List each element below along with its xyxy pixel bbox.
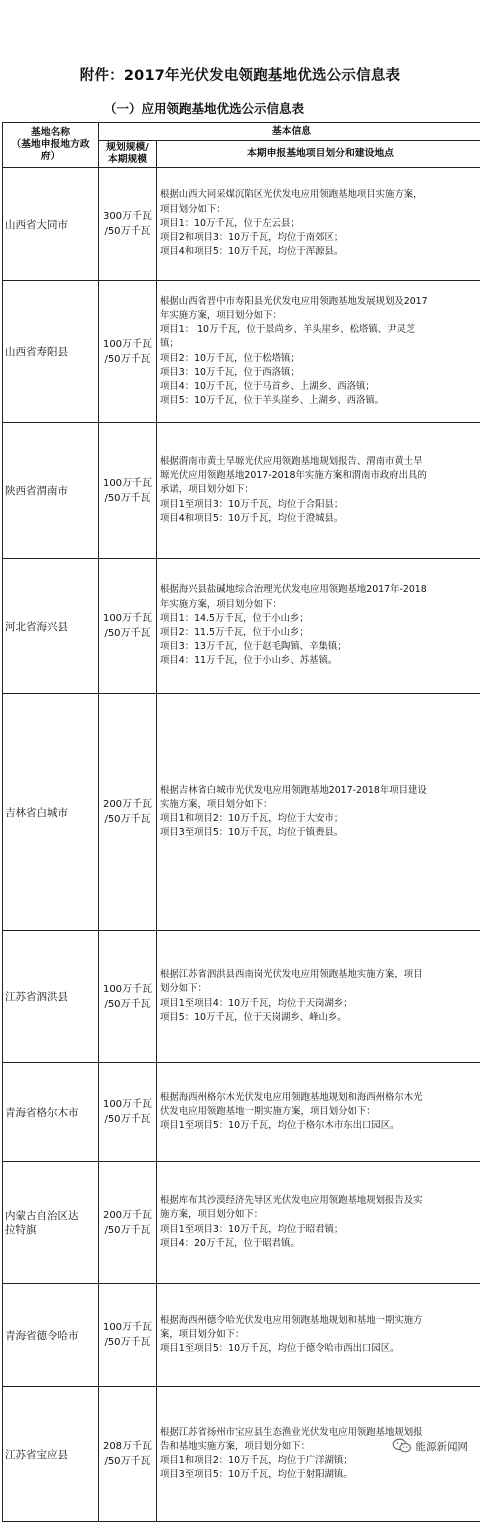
table-row [3,168,480,281]
info-table [2,122,480,1522]
header-project-division: 本期申报基地项目划分和建设地点 [157,141,480,168]
scale-cell: 200万千瓦 /50万千瓦 [99,1162,157,1284]
table-row [3,1162,480,1284]
header-basic-info: 基本信息 [99,123,480,141]
scale-cell: 100万千瓦 /50万千瓦 [99,423,157,559]
scale-cell: 100万千瓦 /50万千瓦 [99,1063,157,1162]
project-info-cell: 根据海西州德令哈光伏发电应用领跑基地规划和基地一期实施方 案，项目划分如下： 项目1至项目5：10万千瓦，均位于德令哈市西出口园区。 [157,1284,480,1387]
region-cell: 山西省寿阳县 [3,281,99,423]
project-info-cell: 根据海西州格尔木光伏发电应用领跑基地规划和海西州格尔木光 伏发电应用领跑基地一期实施方案，项目划分如下： 项目1至项目5：10万千瓦，均位于格尔木市东出口园区。 [157,1063,480,1162]
source-watermark [392,1438,469,1454]
project-info-cell: 根据山西大同采煤沉陷区光伏发电应用领跑基地项目实施方案， 项目划分如下： 项目1：10万千瓦，位于左云县； 项目2和项目3：10万千瓦，均位于南郊区； 项目4和项目5：10万千瓦，均位于浑源县。 [157,168,480,281]
region-cell: 陕西省渭南市 [3,423,99,559]
project-info-cell: 根据江苏省扬州市宝应县生态渔业光伏发电应用领跑基地规划报 告和基地实施方案，项目划分如下： 项目1和项目2：10万千瓦，均位于广洋湖镇； 项目3至项目5：10万千瓦，均位于射阳湖镇。 [157,1387,480,1522]
project-info-cell: 根据渭南市黄土旱塬光伏应用领跑基地规划报告、渭南市黄土旱 塬光伏应用领跑基地2017-2018年实施方案和渭南市政府出具的 承诺，项目划分如下： 项目1至项目3：10万千瓦，均位于合阳县； 项目4和项目5：10万千瓦，均位于澄城县。 [157,423,480,559]
project-info-cell: 根据山西省晋中市寿阳县光伏发电应用领跑基地发展规划及2017 年实施方案，项目划分如下： 项目1： 10万千瓦，位于景尚乡、羊头崖乡、松塔镇、尹灵芝 镇； 项目2：10万千瓦，位于松塔镇； 项目3：10万千瓦，位于西洛镇； 项目4：10万千瓦，位于马首乡、上湖乡、西洛镇； 项目5：10万千瓦，位于羊头崖乡、上湖乡、西洛镇。 [157,281,480,423]
region-cell: 河北省海兴县 [3,559,99,694]
table-row [3,694,480,931]
wechat-icon [392,1438,412,1454]
project-info-cell: 根据吉林省白城市光伏发电应用领跑基地2017-2018年项目建设 实施方案，项目划分如下： 项目1和项目2：10万千瓦，均位于大安市； 项目3至项目5：10万千瓦，均位于镇赉县。 [157,694,480,931]
scale-cell: 200万千瓦 /50万千瓦 [99,694,157,931]
scale-cell: 100万千瓦 /50万千瓦 [99,1284,157,1387]
scale-cell: 100万千瓦 /50万千瓦 [99,559,157,694]
region-cell: 江苏省宝应县 [3,1387,99,1522]
region-cell: 山西省大同市 [3,168,99,281]
scale-cell: 100万千瓦 /50万千瓦 [99,931,157,1063]
table-row [3,931,480,1063]
region-cell: 青海省格尔木市 [3,1063,99,1162]
header-base-name: 基地名称 （基地申报地方政 府） [3,123,99,168]
region-cell: 内蒙古自治区达 拉特旗 [3,1162,99,1284]
table-row [3,1284,480,1387]
scale-cell: 208万千瓦 /50万千瓦 [99,1387,157,1522]
table-row [3,281,480,423]
region-cell: 江苏省泗洪县 [3,931,99,1063]
project-info-cell: 根据库布其沙漠经济先导区光伏发电应用领跑基地规划报告及实 施方案，项目划分如下： 项目1至项目3：10万千瓦，均位于昭君镇； 项目4：20万千瓦，位于昭君镇。 [157,1162,480,1284]
region-cell: 吉林省白城市 [3,694,99,931]
table-row [3,1063,480,1162]
table-row [3,423,480,559]
header-scale: 规划规模/ 本期规模 [99,141,157,168]
table-row [3,1387,480,1522]
document-title: 附件：2017年光伏发电领跑基地优选公示信息表 [0,64,480,85]
project-info-cell: 根据海兴县盐碱地综合治理光伏发电应用领跑基地2017年-2018 年实施方案，项目划分如下： 项目1：14.5万千瓦，位于小山乡； 项目2：11.5万千瓦，位于小山乡； 项目3：13万千瓦，位于赵毛陶镇、辛集镇； 项目4：11万千瓦，位于小山乡、苏基镇。 [157,559,480,694]
table-row [3,559,480,694]
watermark-text: 能源新闻网 [416,1439,469,1454]
table-subtitle: （一）应用领跑基地优选公示信息表 [104,99,304,117]
region-cell: 青海省德令哈市 [3,1284,99,1387]
scale-cell: 100万千瓦 /50万千瓦 [99,281,157,423]
scale-cell: 300万千瓦 /50万千瓦 [99,168,157,281]
project-info-cell: 根据江苏省泗洪县西南岗光伏发电应用领跑基地实施方案，项目 划分如下： 项目1至项目4：10万千瓦，均位于天岗湖乡； 项目5：10万千瓦，位于天岗湖乡、峰山乡。 [157,931,480,1063]
